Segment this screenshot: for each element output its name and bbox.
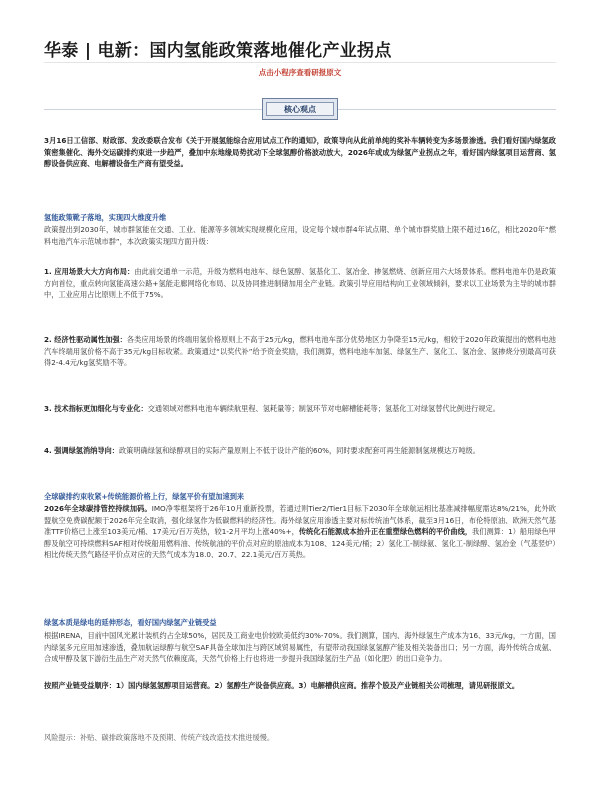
point-4 (44, 445, 556, 457)
section3-heading: 绿氢本质是绿电的延伸形态，看好国内绿氢产业链受益 (44, 618, 217, 627)
section2-body (44, 503, 556, 561)
section2-text-b: 我们测算：1）船用绿色甲醇及航空可持续燃料SAF相对传统船用燃料油、传统航油的平价点对应的原油成本为108、124美元/桶；2）氢化工-制绿氨、氢化工-制绿醇、氢冶金（气基竖炉）相比传统天然气路径平价点对应的天然气成本为18.0、20.7、22.1美元/百万英热。 (44, 527, 556, 560)
page-title: 华泰 | 电新：国内氢能政策落地催化产业拐点 (44, 41, 392, 61)
section1-heading: 氢能政策靴子落地，实现四大维度升维 (44, 213, 167, 222)
point-4-label: 4. 强调绿氢消纳导向： (44, 446, 119, 455)
section1-body: 政策提出到2030年，城市群氢能在交通、工业、能源等多领域实现规模化应用，设定每个城市群4年试点期、单个城市群奖励上限不超过16亿，相比2020年“燃料电池汽车示范城市群”，本次政策实现四方面升级： (44, 225, 556, 246)
section2-lead: 2026年全球碳排管控持续加码。 (44, 504, 152, 513)
point-2-label: 2. 经济性驱动属性加强： (44, 335, 127, 344)
title-divider (44, 62, 556, 63)
point-3-text: 交通领域对燃料电池车辆续航里程、氢耗量等；制氢环节对电解槽能耗等；氢基化工对绿氢替代比例进行规定。 (147, 404, 500, 413)
point-1 (44, 266, 556, 301)
point-1-text: 由此前交通单一示范，升级为燃料电池车、绿色氢醇、氢基化工、氢冶金、掺氢燃烧、创新应用六大场景体系。燃料电池车仍是政策方向首位，重点转向氢能高速公路+氢能走廊网络化布局、以及协同推进制储加用全产业链。政策引导应用结构向工业领域倾斜，要求以工业场景为主导的城市群中，工业应用占比原则上不低于75%。 (44, 267, 556, 300)
section2-emphasis: 传统化石能源成本抬升正在重塑绿色燃料的平价曲线， (298, 527, 473, 537)
recommendation-paragraph: 按照产业链受益顺序：1）国内绿氢氢醇项目运营商。2）氢醇生产设备供应商。3）电解槽供应商。推荐个股及产业链相关公司梳理，请见研报原文。 (44, 681, 520, 690)
mini-program-link[interactable]: 点击小程序查看研报原文 (258, 68, 342, 77)
intro-paragraph: 3月16日工信部、财政部、发改委联合发布《关于开展氢能综合应用试点工作的通知》，政策导向从此前单纯的奖补车辆转变为多场景渗透。我们看好国内绿氢政策密集催化、海外交运碳排约束进一步趋严，叠加中东地缘局势扰动下全球氢醇价格波动放大，2026年或成为绿氢产业拐点之年，看好国内绿氢项目运营商、氢醇设备供应商、电解槽设备生产商有望受益。 (44, 136, 556, 169)
section3-body: 根据IRENA，目前中国风光累计装机约占全球50%，居民及工商业电价较欧美低约30%-70%。我们测算，国内、海外绿氢生产成本为16、33元/kg，一方面，国内绿氢多元应用加速渗透，叠加航运绿醇与航空SAF具备全球加注与跨区域贸易属性，有望带动我国绿氢氢醇产能及相关装备出口；另一方面，海外传统合成氨、合成甲醇及氢下游衍生品生产对天然气依赖度高，天然气价格上行也将进一步提升我国绿氢衍生产品（如化肥）的出口竞争力。 (44, 631, 556, 664)
section2-text-a: IMO净零框架将于26年10月重新投票，若通过则Tier2/Tier1目标下2030年全球航运相比基准减排幅度需达8%/21%，此外欧盟航空免费碳配额于2026年完全取消，强化绿氢作为低碳燃料的经济性。海外绿氢应用渗透主要对标传统油气体系，截至3月16日，布伦特原油、欧洲天然气基准TTF价格已上涨至103美元/桶、17美元/百万英热，较1-2月平均上涨40%+， (44, 504, 556, 537)
point-4-text: 政策明确绿氢和绿醇项目的实际产量原则上不低于设计产能的60%，同时要求配套可再生能源制氢规模达万吨级。 (118, 446, 480, 455)
risk-warning: 风险提示：补贴、碳排政策落地不及预期、传统产线改造技术推进缓慢。 (44, 733, 275, 742)
point-3 (44, 403, 556, 415)
core-view-label: 核心观点 (266, 102, 334, 116)
point-2-text: 各类应用场景的终端用氢价格原则上不高于25元/kg，燃料电池车部分优势地区力争降至15元/kg，相较于2020年政策提出的燃料电池汽车终端用氢价格不高于35元/kg目标收紧。政策通过“以奖代补”给予资金奖励，我们测算，燃料电池车加氢、绿氢生产、氢化工、氢冶金、氢掺烧分别最高可获得2-4.4元/kg氢奖励不等。 (44, 335, 556, 368)
section2-heading: 全球碳排约束收紧+传统能源价格上行，绿氢平价有望加速到来 (44, 492, 245, 501)
point-3-label: 3. 技术指标更加细化与专业化： (44, 404, 148, 413)
point-2 (44, 334, 556, 369)
core-view-box (262, 98, 338, 120)
point-1-label: 1. 应用场景大大方向布局： (44, 267, 135, 276)
